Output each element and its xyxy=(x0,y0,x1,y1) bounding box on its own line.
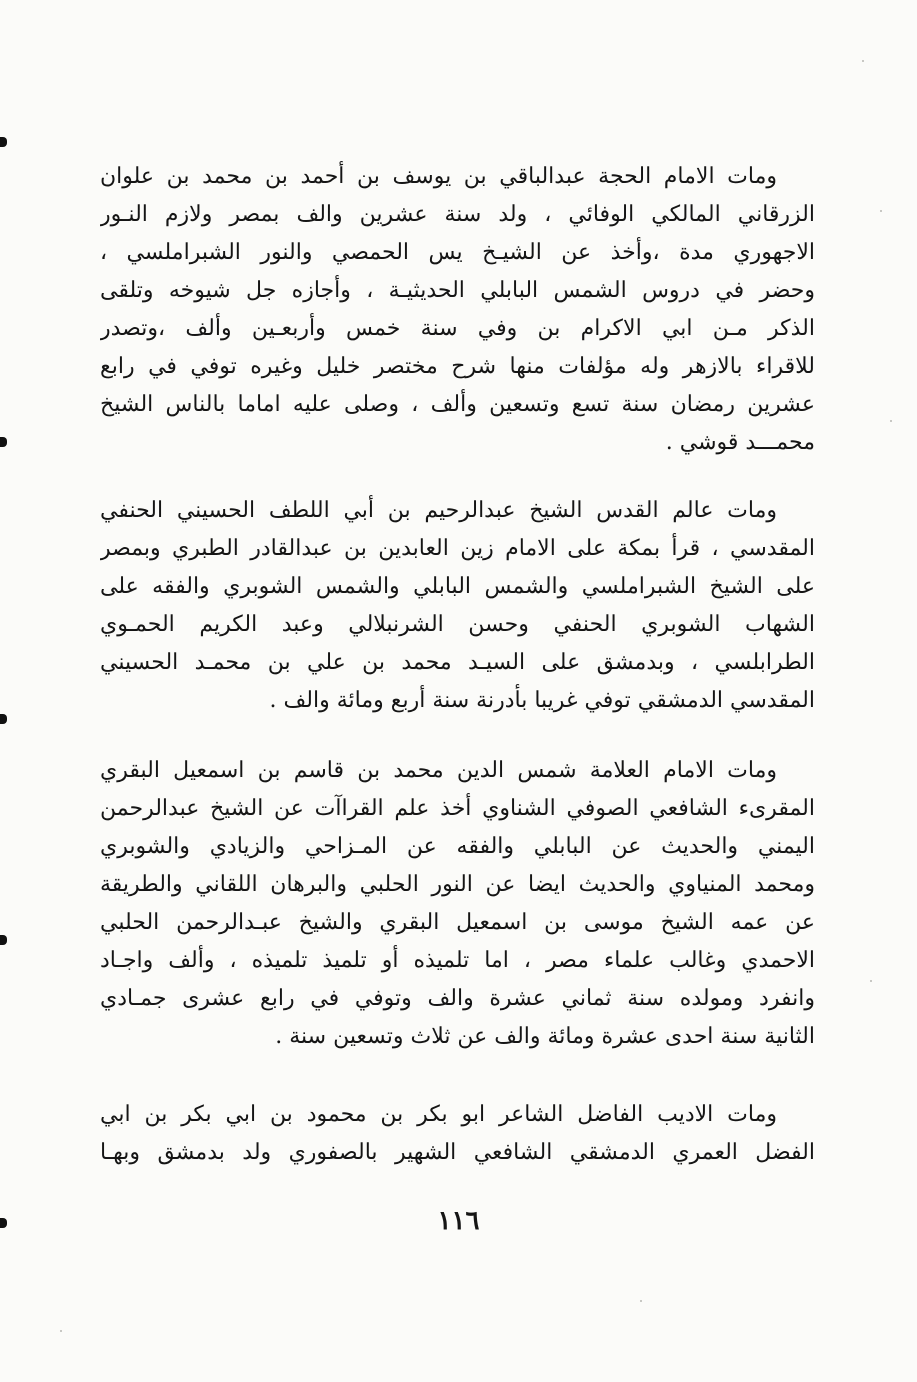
text-line: الطرابلسي ، وبدمشق على السيـد محمد بن علي بن محمـد الحسيني xyxy=(100,650,815,675)
text-line: الاجهوري مدة ،وأخذ عن الشيـخ يس الحمصي والنور الشبراملسي ، xyxy=(100,240,815,265)
binding-mark xyxy=(0,137,7,147)
paragraph-1 xyxy=(100,158,815,462)
binding-mark xyxy=(0,714,7,724)
paragraph-3 xyxy=(100,752,815,1056)
text-line: الذكر مـن ابي الاكرام بن وفي سنة خمس وأربعـين وألف ،وتصدر xyxy=(100,316,815,341)
text-line: عن عمه الشيخ موسى بن اسمعيل البقري والشيخ عبـدالرحمن الحلبي xyxy=(100,910,815,935)
paper-speck xyxy=(640,1300,642,1302)
binding-mark xyxy=(0,935,7,945)
text-line: المقدسي ، قرأ بمكة على الامام زين العابدين بن عبدالقادر الطبري وبمصر xyxy=(100,536,815,561)
text-line: وحضر في دروس الشمس البابلي الحديثيـة ، وأجازه جل شيوخه وتلقى xyxy=(100,278,815,303)
text-line: الاحمدي وغالب علماء مصر ، اما تلميذه أو تلميذ تلميذه ، وألف واجـاد xyxy=(100,948,815,973)
text-line: اليمني والحديث عن البابلي والفقه عن المـزاحي والزيادي والشوبري xyxy=(100,834,815,859)
paper-speck xyxy=(890,420,892,422)
page-number: ١١٦ xyxy=(437,1206,480,1236)
binding-mark xyxy=(0,1218,7,1228)
text-line: ومات الاديب الفاضل الشاعر ابو بكر بن محمود بن ابي بكر بن ابي xyxy=(100,1102,777,1127)
text-line: المقرىء الشافعي الصوفي الشناوي أخذ علم القراآت عن الشيخ عبدالرحمن xyxy=(100,796,815,821)
paper-speck xyxy=(880,210,882,212)
paragraph-4 xyxy=(100,1096,815,1172)
text-line: الشهاب الشوبري الحنفي وحسن الشرنبلالي وعبد الكريم الحمـوي xyxy=(100,612,815,637)
text-line: عشرين رمضان سنة تسع وتسعين وألف ، وصلى عليه اماما بالناس الشيخ xyxy=(100,392,815,417)
text-line: على الشيخ الشبراملسي والشمس البابلي والشمس الشوبري والفقه على xyxy=(100,574,815,599)
paper-speck xyxy=(60,1330,62,1332)
text-line: الفضل العمري الدمشقي الشافعي الشهير بالصفوري ولد بدمشق وبهـا xyxy=(100,1140,815,1165)
text-line: ومات الامام العلامة شمس الدين محمد بن قاسم بن اسمعيل البقري xyxy=(100,758,777,783)
text-line: المقدسي الدمشقي توفي غريبا بأدرنة سنة أربع ومائة والف . xyxy=(269,688,815,713)
text-line: الثانية سنة احدى عشرة ومائة والف عن ثلاث وتسعين سنة . xyxy=(275,1024,815,1049)
text-line: ومات عالم القدس الشيخ عبدالرحيم بن أبي اللطف الحسيني الحنفي xyxy=(100,498,777,523)
paper-speck xyxy=(862,60,864,62)
text-line: ومحمد المنياوي والحديث ايضا عن النور الحلبي والبرهان اللقاني والطريقة xyxy=(100,872,815,897)
text-line: ومات الامام الحجة عبدالباقي بن يوسف بن أحمد بن محمد بن علوان xyxy=(100,164,777,189)
paragraph-2 xyxy=(100,492,815,720)
text-line: محمـــد قوشي . xyxy=(665,430,815,455)
binding-mark xyxy=(0,437,7,447)
text-line: للاقراء بالازهر وله مؤلفات منها شرح مختصر خليل وغيره توفي في رابع xyxy=(100,354,815,379)
paper-speck xyxy=(870,980,872,982)
text-line: الزرقاني المالكي الوفائي ، ولد سنة عشرين والف بمصر ولازم النـور xyxy=(100,202,815,227)
text-line: وانفرد ومولده سنة ثماني عشرة والف وتوفي في رابع عشرى جمـادي xyxy=(100,986,815,1011)
